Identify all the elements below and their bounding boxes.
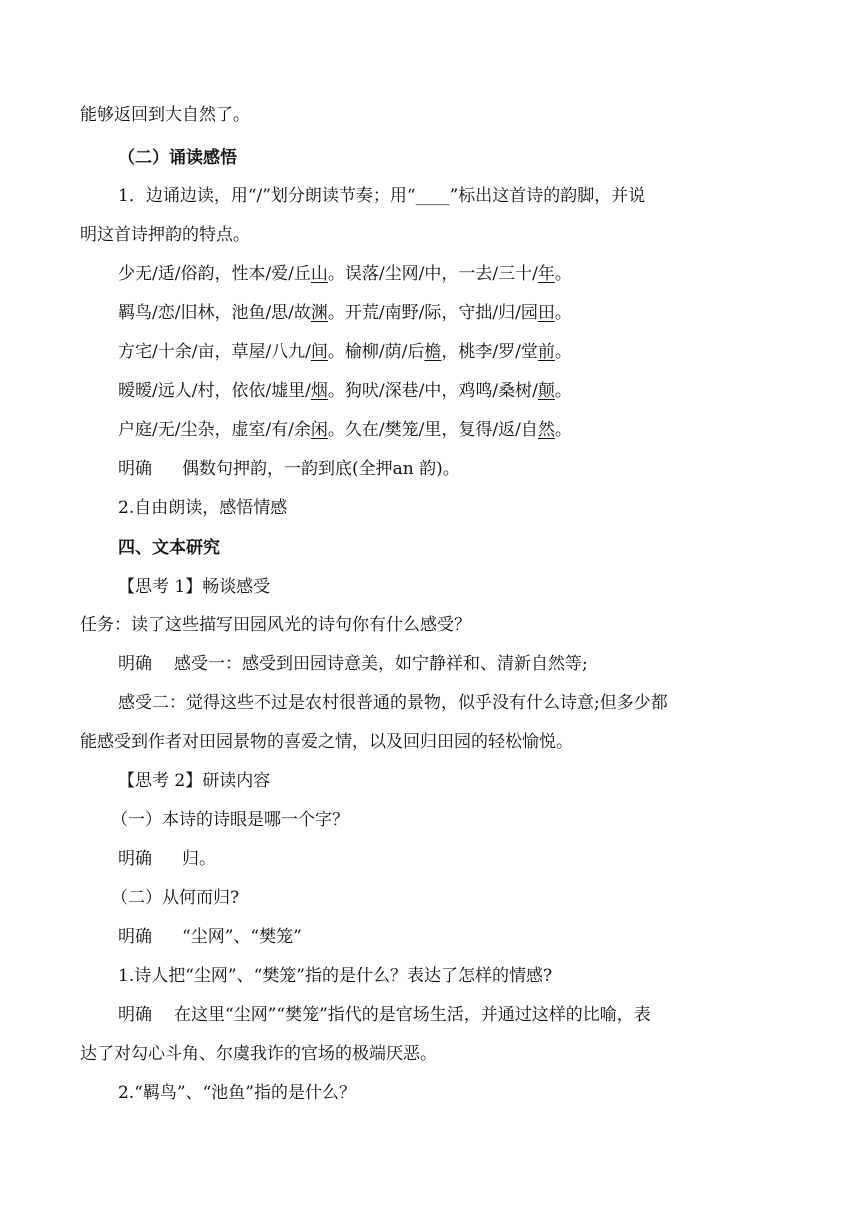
answer-label: 明确 xyxy=(118,927,152,947)
poem-text: 。 xyxy=(554,303,572,323)
poem-text: 。榆柳/荫/后 xyxy=(327,342,425,362)
poem-line xyxy=(118,418,572,442)
poem-text: 户庭/无/尘杂，虚室/有/余 xyxy=(118,420,311,440)
paragraph-line: 【思考 2】研读内容 xyxy=(118,771,271,791)
poem-line xyxy=(118,262,572,286)
answer-label: 明确 xyxy=(118,654,152,674)
answer-text: 在这里“尘网”“樊笼”指代的是官场生活，并通过这样的比喻，表 xyxy=(174,1005,651,1025)
rhyme-word: 年 xyxy=(537,264,555,284)
section-heading: 四、文本研究 xyxy=(118,538,220,558)
paragraph-line: 能感受到作者对田园景物的喜爱之情，以及回归田园的轻松愉悦。 xyxy=(80,732,573,752)
poem-text: 。开荒/南野/际，守拙/归/园 xyxy=(327,303,538,323)
poem-text: 。 xyxy=(554,381,572,401)
paragraph-line: 能够返回到大自然了。 xyxy=(80,105,250,125)
poem-text: 。 xyxy=(554,420,572,440)
poem-text: 少无/适/俗韵，性本/爱/丘 xyxy=(118,264,311,284)
poem-text: 暧暧/远人/村，依依/墟里/ xyxy=(118,381,311,401)
paragraph-line: 2.“羁鸟”、“池鱼”指的是什么？ xyxy=(118,1083,356,1103)
poem-text: 。误落/尘网/中，一去/三十/ xyxy=(327,264,538,284)
paragraph-line: 任务：读了这些描写田园风光的诗句你有什么感受？ xyxy=(80,615,471,635)
paragraph-line: 2.自由朗读，感悟情感 xyxy=(118,498,288,518)
poem-line xyxy=(118,301,572,325)
answer-text: “尘网”、“樊笼” xyxy=(182,927,302,947)
poem-text: ，桃李/罗/堂 xyxy=(441,342,538,362)
answer-line xyxy=(118,925,302,949)
answer-text: 归。 xyxy=(182,849,216,869)
answer-text: 偶数句押韵，一韵到底(全押an 韵)。 xyxy=(182,459,460,479)
rhyme-word: 渊 xyxy=(310,303,328,323)
rhyme-word: 然 xyxy=(537,420,555,440)
answer-label: 明确 xyxy=(118,459,152,479)
answer-text: 感受一：感受到田园诗意美，如宁静祥和、清新自然等; xyxy=(174,654,588,674)
answer-label: 明确 xyxy=(118,1005,152,1025)
rhyme-word: 田 xyxy=(537,303,555,323)
paragraph-line: 感受二：觉得这些不过是农村很普通的景物，似乎没有什么诗意;但多少都 xyxy=(118,693,668,713)
paragraph-line: 【思考 1】畅谈感受 xyxy=(118,577,271,597)
section-heading: （二）诵读感悟 xyxy=(118,148,237,168)
poem-text: 。久在/樊笼/里，复得/返/自 xyxy=(327,420,538,440)
paragraph-line: 1.诗人把“尘网”、“樊笼”指的是什么？表达了怎样的情感? xyxy=(118,966,553,986)
rhyme-word: 闲 xyxy=(310,420,328,440)
paragraph-line: （二）从何而归? xyxy=(111,888,240,908)
poem-text: 羁鸟/恋/旧林，池鱼/思/故 xyxy=(118,303,311,323)
poem-text: 。狗吠/深巷/中，鸡鸣/桑树/ xyxy=(327,381,538,401)
rhyme-word: 前 xyxy=(537,342,555,362)
rhyme-word: 檐 xyxy=(424,342,442,362)
paragraph-line: 1．边诵边读，用“/”划分朗读节奏；用“____”标出这首诗的韵脚，并说 xyxy=(118,186,646,206)
answer-line xyxy=(118,652,588,676)
poem-text: 。 xyxy=(554,342,572,362)
answer-label: 明确 xyxy=(118,849,152,869)
answer-line xyxy=(118,1003,651,1027)
rhyme-word: 颠 xyxy=(537,381,555,401)
paragraph-line: （一）本诗的诗眼是哪一个字？ xyxy=(111,810,349,830)
poem-text: 。 xyxy=(554,264,572,284)
poem-line xyxy=(118,379,572,403)
paragraph-line: 达了对勾心斗角、尔虞我诈的官场的极端厌恶。 xyxy=(80,1044,437,1064)
rhyme-word: 烟 xyxy=(310,381,328,401)
rhyme-word: 间 xyxy=(310,342,328,362)
answer-line xyxy=(118,457,460,481)
poem-text: 方宅/十余/亩，草屋/八九/ xyxy=(118,342,311,362)
paragraph-line: 明这首诗押韵的特点。 xyxy=(80,225,250,245)
answer-line xyxy=(118,847,216,871)
poem-line xyxy=(118,340,572,364)
rhyme-word: 山 xyxy=(310,264,328,284)
